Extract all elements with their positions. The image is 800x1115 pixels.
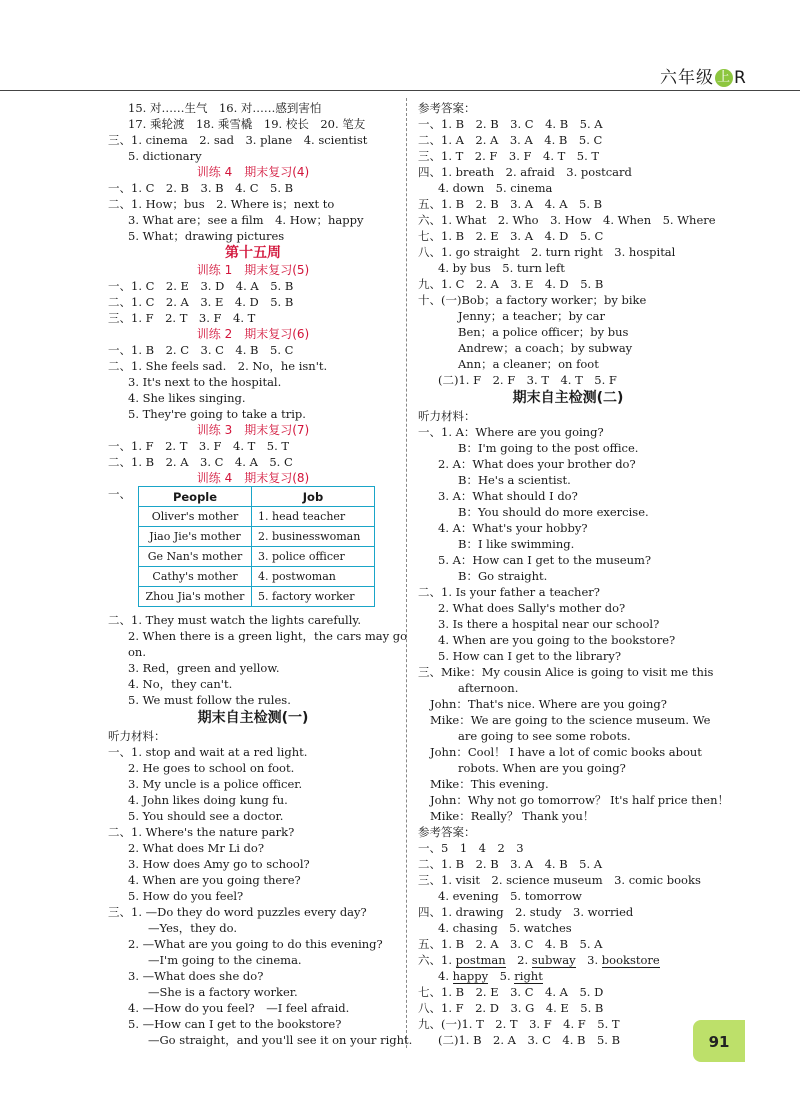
answer-line: 二、1. She feels sad. 2. No，he isn't. [108,359,328,373]
transcript-line: 3. Is there a hospital near our school? [438,617,660,631]
transcript-line: 二、1. Is your father a teacher? [418,585,600,599]
answer-line: (二)1. F 2. F 3. T 4. T 5. F [438,373,617,387]
answer-line: 一、1. F 2. T 3. F 4. T 5. T [108,439,290,453]
people-cell: Zhou Jia's mother [139,587,252,607]
transcript-line: B：He's a scientist. [458,473,571,487]
underlined-answer: right [514,969,543,983]
transcript-line: 2. He goes to school on foot. [128,761,295,775]
answer-line: 一、1. B 2. C 3. C 4. B 5. C [108,343,294,357]
left-column [108,100,413,1048]
job-cell: 5. factory worker [252,587,375,607]
transcript-line: B：I like swimming. [458,537,575,551]
transcript-line: 5. A：How can I get to the museum? [438,553,652,567]
answer-line: 4. by bus 5. turn left [438,261,565,275]
answer-line: 5. dictionary [128,149,202,163]
job-cell: 4. postwoman [252,567,375,587]
answer-line: 九、(一)1. T 2. T 3. F 4. F 5. T [418,1017,620,1031]
table-row [139,567,375,587]
listening-label: 听力材料： [418,409,476,423]
job-cell: 3. police officer [252,547,375,567]
section-heading: 训练 3 期末复习(7) [196,423,310,437]
answer-line: 一、1. B 2. B 3. C 4. B 5. A [418,117,603,131]
answer-line: 3. It's next to the hospital. [128,375,282,389]
answers-label: 参考答案： [418,101,476,115]
answer-line: 5. They're going to take a trip. [128,407,306,421]
table-header-row [139,487,375,507]
section-heading: 训练 2 期末复习(6) [196,327,310,341]
transcript-line: —Go straight，and you'll see it on your right. [148,1033,413,1047]
exam-title: 期末自主检测(一) [197,710,309,726]
column-header-people: People [139,487,252,507]
answer-line: 4. No，they can't. [128,677,233,691]
answer-line: 三、1. cinema 2. sad 3. plane 4. scientist [108,133,368,147]
answer-line: 八、1. go straight 2. turn right 3. hospital [418,245,676,259]
transcript-line: Mike：Really？ Thank you！ [430,809,595,823]
transcript-line: 二、1. Where's the nature park? [108,825,295,839]
column-header-job: Job [252,487,375,507]
answer-line: 四、1. drawing 2. study 3. worried [418,905,634,919]
answer-line: Ben；a police officer；by bus [458,325,629,339]
answer-line: 八、1. F 2. D 3. G 4. E 5. B [418,1001,604,1015]
underlined-answer: subway [531,953,576,967]
people-cell: Ge Nan's mother [139,547,252,567]
answer-line: 三、1. T 2. F 3. F 4. T 5. T [418,149,600,163]
transcript-line: —I'm going to the cinema. [148,953,302,967]
answer-line: 4. evening 5. tomorrow [438,889,582,903]
transcript-line: 4. When are you going to the bookstore? [438,633,676,647]
grade-label: 六年级 上 R [660,68,747,88]
answer-line: 一、1. C 2. B 3. B 4. C 5. B [108,181,294,195]
table-row [139,587,375,607]
answer-line: 四、1. breath 2. afraid 3. postcard [418,165,632,179]
week-heading: 第十五周 [225,245,281,261]
transcript-line: 三、1. —Do they do word puzzles every day? [108,905,367,919]
transcript-line: —Yes，they do. [148,921,238,935]
answer-line: on. [128,645,146,659]
answer-line: Ann；a cleaner；on foot [458,357,599,371]
underlined-answer: postman [455,953,506,967]
section-heading: 训练 4 期末复习(4) [196,165,310,179]
job-table [138,486,375,607]
transcript-line: 2. —What are you going to do this evening? [128,937,383,951]
exam-title: 期末自主检测(二) [512,390,624,406]
answer-line: 4. down 5. cinema [438,181,553,195]
answer-line: 六、1. postman 2. subway 3. bookstore [418,953,660,967]
answer-line: 17. 乘轮渡 18. 乘雪橇 19. 校长 20. 笔友 [128,117,366,131]
transcript-line: 一、1. stop and wait at a red light. [108,745,308,759]
answer-line: 二、1. B 2. A 3. C 4. A 5. C [108,455,293,469]
answer-line: 4. She likes singing. [128,391,246,405]
transcript-line: 4. When are you going there? [128,873,301,887]
transcript-line: 4. A：What's your hobby? [438,521,588,535]
section-heading: 训练 4 期末复习(8) [196,471,310,485]
table-row [139,547,375,567]
transcript-line: afternoon. [458,681,519,695]
column-divider [406,98,407,1048]
answer-line: 七、1. B 2. E 3. A 4. D 5. C [418,229,604,243]
transcript-line: 5. How can I get to the library? [438,649,622,663]
transcript-line: 2. A：What does your brother do? [438,457,636,471]
answer-line: 六、1. What 2. Who 3. How 4. When 5. Where [418,213,716,227]
answer-line: 七、1. B 2. E 3. C 4. A 5. D [418,985,604,999]
table-row [139,527,375,547]
volume-badge: 上 [716,70,731,85]
transcript-line: 3. —What does she do? [128,969,264,983]
underlined-answer: bookstore [601,953,660,967]
answer-line: 二、1. C 2. A 3. E 4. D 5. B [108,295,294,309]
transcript-line: 一、1. A：Where are you going? [418,425,604,439]
answer-line: Andrew；a coach；by subway [458,341,633,355]
answer-line: 一、5 1 4 2 3 [418,841,524,855]
answer-line: Jenny；a teacher；by car [458,309,605,323]
answer-line: 九、1. C 2. A 3. E 4. D 5. B [418,277,604,291]
answer-line: 3. What are；see a film 4. How；happy [128,213,364,227]
table-row [139,507,375,527]
answer-line: 二、1. They must watch the lights carefully. [108,613,362,627]
transcript-line: Mike：We are going to the science museum. We [430,713,711,727]
transcript-line: 3. How does Amy go to school? [128,857,310,871]
people-cell: Oliver's mother [139,507,252,527]
job-cell: 2. businesswoman [252,527,375,547]
section-heading: 训练 1 期末复习(5) [196,263,310,277]
transcript-line: 5. —How can I get to the bookstore? [128,1017,342,1031]
transcript-line: 2. What does Mr Li do? [128,841,264,855]
answer-line: 5. We must follow the rules. [128,693,291,707]
people-cell: Jiao Jie's mother [139,527,252,547]
header-rule [0,90,800,91]
transcript-line: 5. How do you feel? [128,889,244,903]
question-number: 一、 [108,487,131,501]
transcript-line: B：I'm going to the post office. [458,441,639,455]
people-cell: Cathy's mother [139,567,252,587]
transcript-line: B：You should do more exercise. [458,505,649,519]
transcript-line: 3. A：What should I do? [438,489,578,503]
transcript-line: Mike：This evening. [430,777,549,791]
answer-line: 15. 对……生气 16. 对……感到害怕 [128,101,322,115]
page-number: 91 [693,1020,745,1062]
job-table-block [108,486,398,612]
answer-line: 4. chasing 5. watches [438,921,572,935]
transcript-line: 4. —How do you feel? —I feel afraid. [128,1001,350,1015]
answer-line: 三、1. visit 2. science museum 3. comic books [418,873,701,887]
answers-label: 参考答案： [418,825,476,839]
transcript-line: robots. When are you going? [458,761,626,775]
listening-label: 听力材料： [108,729,166,743]
transcript-line: 三、Mike：My cousin Alice is going to visit me this [418,665,714,679]
answer-line: 二、1. How；bus 2. Where is；next to [108,197,335,211]
answer-line: 五、1. B 2. A 3. C 4. B 5. A [418,937,603,951]
transcript-line: —She is a factory worker. [148,985,298,999]
transcript-line: are going to see some robots. [458,729,631,743]
underlined-answer: happy [452,969,489,983]
answer-line: 2. When there is a green light，the cars may go [128,629,408,643]
transcript-line: John：Why not go tomorrow？ It's half price then！ [430,793,729,807]
answer-line: 三、1. F 2. T 3. F 4. T [108,311,256,325]
transcript-line: 4. John likes doing kung fu. [128,793,288,807]
transcript-line: John：That's nice. Where are you going? [430,697,667,711]
answer-line: 二、1. B 2. B 3. A 4. B 5. A [418,857,603,871]
answer-line: 3. Red，green and yellow. [128,661,280,675]
answer-line: 一、1. C 2. E 3. D 4. A 5. B [108,279,294,293]
answer-line: 十、(一)Bob；a factory worker；by bike [418,293,647,307]
transcript-line: 3. My uncle is a police officer. [128,777,303,791]
transcript-line: 5. You should see a doctor. [128,809,284,823]
transcript-line: John：Cool！ I have a lot of comic books about [430,745,702,759]
answer-line: (二)1. B 2. A 3. C 4. B 5. B [438,1033,621,1047]
answer-line: 五、1. B 2. B 3. A 4. A 5. B [418,197,603,211]
answer-line: 4. happy 5. right [438,969,543,983]
answer-line: 5. What；drawing pictures [128,229,285,243]
transcript-line: B：Go straight. [458,569,548,583]
job-cell: 1. head teacher [252,507,375,527]
answer-line: 二、1. A 2. A 3. A 4. B 5. C [418,133,603,147]
transcript-line: 2. What does Sally's mother do? [438,601,626,615]
